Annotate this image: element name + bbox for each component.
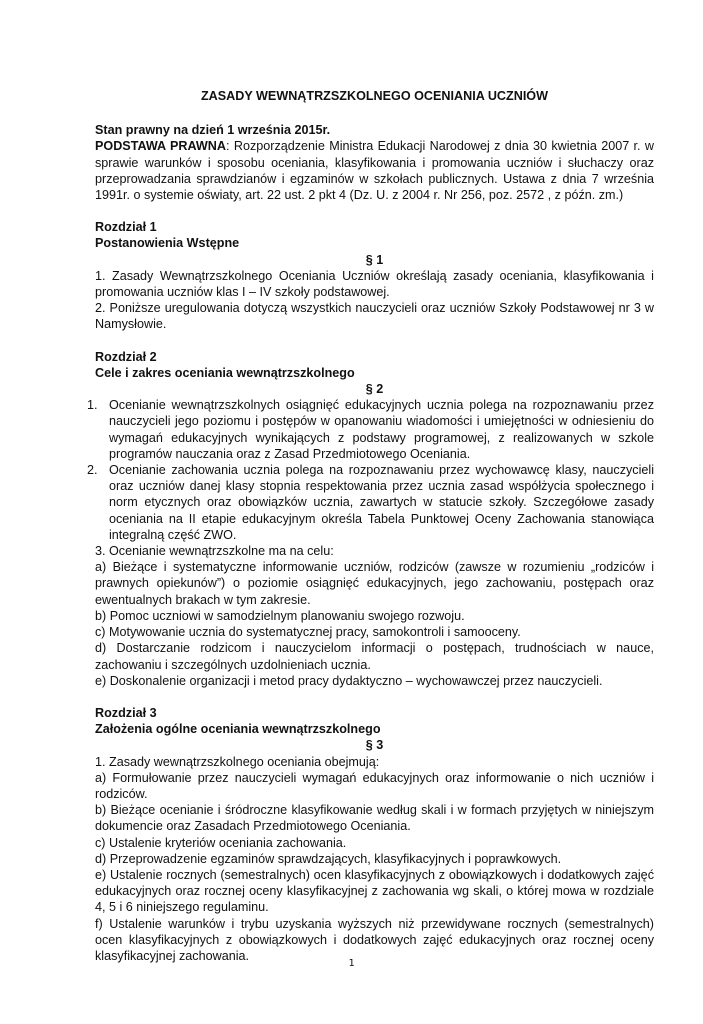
document-title: ZASADY WEWNĄTRZSZKOLNEGO OCENIANIA UCZNIÓW xyxy=(200,89,548,103)
page-number: 1 xyxy=(348,958,355,969)
legal-basis xyxy=(95,138,654,203)
chapter-2-subheading: Cele i zakres oceniania wewnątrzszkolnego xyxy=(95,365,355,380)
chapter-3-subheading: Założenia ogólne oceniania wewnątrzszkolnego xyxy=(95,722,381,737)
legal-basis-text: : Rozporządzenie Ministra Edukacji Narodowej z dnia 30 kwietnia 2007 r. w sprawie warunków i sposobu oceniania, klasyfikowania i promowania uczniów i słuchaczy oraz przeprowadzania sprawdzianów i egzaminów w szkołach publicznych. Ustawa z dnia 7 września 1991r. o systemie oświaty, art. 22 ust. 2 pkt 4 (Dz. U. z 2004 r. Nr 256, poz. 2572 , z późn. zm.) xyxy=(95,139,655,203)
item-number: 2. xyxy=(87,463,98,478)
item-number: 1. xyxy=(87,398,98,413)
section-2-mark: § 2 xyxy=(365,382,384,397)
legal-basis-label: PODSTAWA PRAWNA xyxy=(95,139,226,154)
chapter-3-rule-e: e) Ustalenie rocznych (semestralnych) ocen klasyfikacyjnych z obowiązkowych i dodatkowych zajęć edukacyjnych oraz rocznej oceny klasyfikacyjnej z zachowania wg skali, o której mowa w rozdziale 4, 5 i 6 niniejszego regulaminu. xyxy=(95,867,654,915)
chapter-2-item-2 xyxy=(87,462,654,543)
chapter-2-goal-b: b) Pomoc uczniowi w samodzielnym planowaniu swojego rozwoju. xyxy=(95,608,465,623)
chapter-2-item-3: 3. Ocenianie wewnątrzszkolne ma na celu: xyxy=(95,544,334,559)
chapter-3-item-1: 1. Zasady wewnątrzszkolnego oceniania obejmują: xyxy=(95,754,380,769)
chapter-3-rule-a: a) Formułowanie przez nauczycieli wymagań edukacyjnych oraz informowanie o nich uczniów i rodziców. xyxy=(95,770,654,801)
chapter-3-rule-c: c) Ustalenie kryteriów oceniania zachowania. xyxy=(95,835,347,850)
document-page xyxy=(87,88,655,964)
chapter-2-goal-c: c) Motywowanie ucznia do systematycznej pracy, samokontroli i samooceny. xyxy=(95,625,521,640)
chapter-2-goal-d: d) Dostarczanie rodzicom i nauczycielom informacji o postępach, trudnościach w nauce, zachowaniu i szczególnych uzdolnieniach ucznia. xyxy=(95,641,654,672)
item-text: Ocenianie zachowania ucznia polega na rozpoznawaniu przez wychowawcę klasy, nauczycieli oraz uczniów danej klasy stopnia respektowania przez ucznia zasad współżycia społecznego i norm etycznych oraz obowiązków ucznia, zawartych w statucie szkoły. Szczegółowe zasady oceniania na II etapie edukacyjnym określa Tabela Punktowej Oceny Zachowania stanowiąca integralną część ZWO. xyxy=(109,463,654,542)
chapter-1-subheading: Postanowienia Wstępne xyxy=(95,236,240,251)
chapter-2-item-1 xyxy=(87,397,654,462)
chapter-3-rule-f: f) Ustalenie warunków i trybu uzyskania wyższych niż przewidywane rocznych (semestralnych) ocen klasyfikacyjnych z obowiązkowych i dodatkowych zajęć edukacyjnych oraz rocznej oceny klasyfikacyjnej zachowania. xyxy=(95,916,654,963)
chapter-2-goal-a: a) Bieżące i systematyczne informowanie uczniów, rodziców (zawsze w rozumieniu „rodziców i prawnych opiekunów”) o poziomie osiągnięć edukacyjnych, jego zachowaniu, postępach oraz ewentualnych brakach w tym zakresie. xyxy=(95,560,654,607)
section-1-mark: § 1 xyxy=(365,252,384,267)
section-3-mark: § 3 xyxy=(365,738,384,753)
legal-status: Stan prawny na dzień 1 września 2015r. xyxy=(95,123,331,138)
chapter-3-rule-b: b) Bieżące ocenianie i śródroczne klasyfikowanie według skali i w formach przyjętych w niniejszym dokumencie oraz Zasadach Przedmiotowego Oceniania. xyxy=(95,803,654,834)
chapter-1-point-2: 2. Poniższe uregulowania dotyczą wszystkich nauczycieli oraz uczniów Szkoły Podstawowej nr 3 w Namysłowie. xyxy=(95,301,654,332)
chapter-1-heading: Rozdział 1 xyxy=(95,220,157,235)
chapter-2-heading: Rozdział 2 xyxy=(95,349,157,364)
item-text: Ocenianie wewnątrzszkolnych osiągnięć edukacyjnych ucznia polega na rozpoznawaniu przez nauczycieli jego poziomu i postępów w opanowaniu wiadomości i umiejętności w odniesieniu do wymagań edukacyjnych wynikających z podstawy programowej, z realizowanych w szkole programów nauczania oraz z Zasad Przedmiotowego Oceniania. xyxy=(109,398,654,461)
chapter-1-point-1: 1. Zasady Wewnątrzszkolnego Oceniania Uczniów określają zasady oceniania, klasyfikowania i promowania uczniów klas I – IV szkoły podstawowej. xyxy=(95,268,654,300)
chapter-2-goal-e: e) Doskonalenie organizacji i metod pracy dydaktyczno – wychowawczej przez nauczycieli. xyxy=(95,673,603,688)
chapter-3-heading: Rozdział 3 xyxy=(95,705,157,720)
chapter-3-rule-d: d) Przeprowadzenie egzaminów sprawdzających, klasyfikacyjnych i poprawkowych. xyxy=(95,851,562,866)
